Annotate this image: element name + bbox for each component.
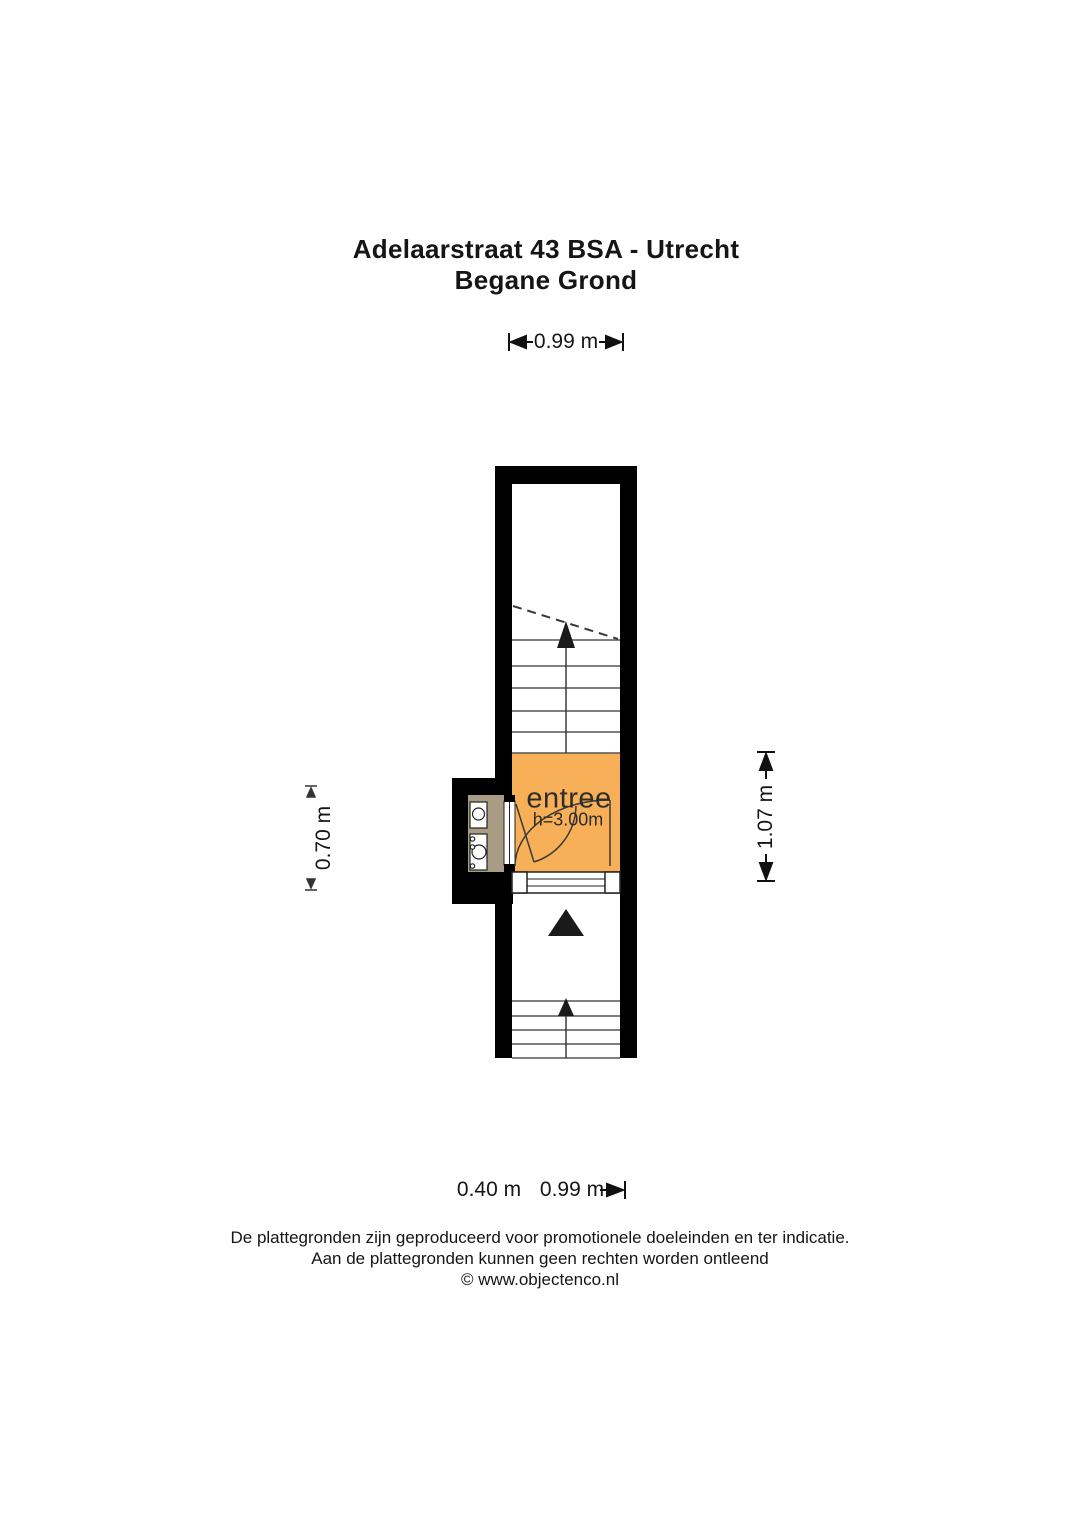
room-height-label: h=3.00m	[532, 809, 604, 830]
footer-disclaimer	[0, 1227, 1080, 1290]
wall-right	[620, 484, 637, 1058]
wall-left-lower	[495, 904, 512, 1058]
entrance-arrow-icon	[548, 909, 584, 936]
room-label-entree: entree	[526, 782, 612, 815]
dimension-top-label: 0.99 m	[533, 330, 599, 353]
front-door-threshold	[512, 872, 620, 893]
arrow-right-icon	[607, 1184, 623, 1196]
arrow-up-icon	[760, 754, 772, 770]
arrow-down-icon	[760, 863, 772, 879]
arrow-right-icon	[606, 336, 621, 348]
dimension-left-label: 0.70 m	[312, 805, 335, 871]
footer-line-1: De plattegronden zijn geproduceerd voor promotionele doeleinden en ter indicatie.	[230, 1228, 850, 1247]
annex-wall-left	[452, 795, 468, 872]
arrow-down-icon	[307, 879, 315, 888]
cupboard-door-jamb	[504, 795, 515, 872]
title-floor: Begane Grond	[454, 265, 638, 295]
footer-line-2: Aan de plattegronden kunnen geen rechten worden ontleend	[311, 1249, 769, 1268]
footer-copyright: © www.objectenco.nl	[460, 1270, 620, 1289]
dimension-bottom-right-label: 0.99 m	[539, 1178, 605, 1201]
arrow-up-icon	[307, 788, 315, 797]
annex-wall-bottom	[452, 872, 513, 904]
dimension-right-label: 1.07 m	[754, 784, 777, 850]
arrow-left-icon	[511, 336, 526, 348]
wall-top	[495, 466, 637, 484]
utility-meters	[470, 802, 487, 870]
title-address: Adelaarstraat 43 BSA - Utrecht	[352, 234, 740, 264]
annex-wall-top	[452, 778, 512, 795]
dimension-bottom-left-label: 0.40 m	[456, 1178, 522, 1201]
wall-left-upper	[495, 484, 512, 778]
upper-staircase	[512, 640, 620, 753]
